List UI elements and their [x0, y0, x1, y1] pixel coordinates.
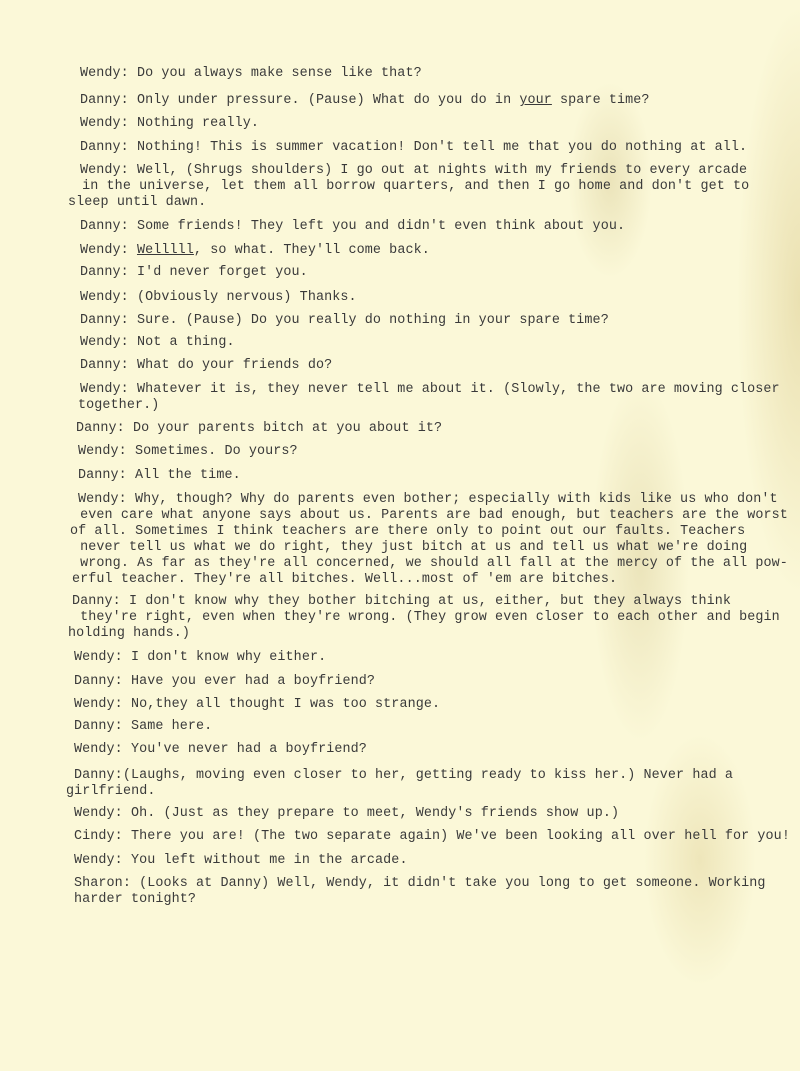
script-line-continuation: erful teacher. They're all bitches. Well...most of 'em are bitches. — [72, 572, 618, 587]
dialogue-text: Well, (Shrugs shoulders) I go out at nights with my friends to every arcade — [128, 163, 748, 178]
dialogue-text: Do your parents bitch at you about it? — [124, 421, 443, 436]
dialogue-text: Nothing really. — [128, 116, 259, 131]
speaker-name: Danny: — [80, 93, 129, 108]
dialogue-text — [129, 243, 137, 258]
script-line — [78, 468, 800, 484]
underlined-word: Welllll — [136, 243, 194, 258]
script-line — [80, 219, 800, 235]
script-line-continuation: never tell us what we do right, they just bitch at us and tell us what we're doing — [72, 540, 748, 555]
script-line — [80, 163, 800, 179]
speaker-name: Wendy: — [74, 697, 123, 712]
speaker-name: Danny: — [72, 594, 121, 609]
dialogue-text: All the time. — [126, 468, 241, 483]
script-line — [80, 290, 800, 306]
script-line-continuation: together.) — [78, 398, 160, 413]
script-line-continuation: sleep until dawn. — [68, 195, 207, 210]
script-line — [74, 768, 800, 784]
script-line — [80, 243, 800, 259]
speaker-name: Cindy: — [74, 829, 123, 844]
speaker-name: Danny: — [80, 265, 129, 280]
script-line — [72, 594, 800, 610]
script-line — [80, 313, 800, 329]
script-line — [74, 650, 800, 666]
script-line-continuation: of all. Sometimes I think teachers are there only to point out our faults. Teachers — [70, 524, 746, 539]
dialogue-text: Not a thing. — [128, 335, 235, 350]
script-line — [74, 742, 800, 758]
dialogue-text: (Laughs, moving even closer to her, getting ready to kiss her.) Never had a — [122, 768, 734, 783]
script-line — [74, 829, 800, 845]
script-line — [80, 265, 800, 281]
script-line-continuation: girlfriend. — [66, 784, 156, 799]
speaker-name: Danny: — [80, 358, 129, 373]
dialogue-text: You left without me in the arcade. — [122, 853, 408, 868]
script-line-continuation: wrong. As far as they're all concerned, we should all fall at the mercy of the all pow- — [72, 556, 788, 571]
speaker-name: Wendy: — [80, 335, 129, 350]
speaker-name: Sharon: — [74, 876, 131, 891]
speaker-name: Danny: — [80, 313, 129, 328]
script-line-continuation: harder tonight? — [74, 892, 197, 907]
script-line — [80, 358, 800, 374]
dialogue-text: I don't know why they bother bitching at us, either, but they always think — [120, 594, 732, 609]
dialogue-text: Some friends! They left you and didn't even think about you. — [128, 219, 626, 234]
speaker-name: Wendy: — [80, 116, 129, 131]
speaker-name: Wendy: — [74, 806, 123, 821]
dialogue-text: (Obviously nervous) Thanks. — [128, 290, 357, 305]
speaker-name: Danny: — [80, 140, 129, 155]
speaker-name: Wendy: — [78, 444, 127, 459]
speaker-name: Danny: — [80, 219, 129, 234]
speaker-name: Wendy: — [80, 243, 129, 258]
script-line — [80, 382, 800, 398]
speaker-name: Wendy: — [80, 290, 129, 305]
speaker-name: Wendy: — [78, 492, 127, 507]
dialogue-text: , so what. They'll come back. — [193, 243, 430, 258]
dialogue-text: Do you always make sense like that? — [128, 66, 422, 81]
dialogue-text: I'd never forget you. — [128, 265, 308, 280]
dialogue-text: You've never had a boyfriend? — [122, 742, 367, 757]
speaker-name: Danny: — [78, 468, 127, 483]
script-line — [74, 674, 800, 690]
script-line — [74, 876, 800, 892]
dialogue-text: Why, though? Why do parents even bother; especially with kids like us who don't — [126, 492, 778, 507]
dialogue-text: Sometimes. Do yours? — [126, 444, 298, 459]
dialogue-text: spare time? — [551, 93, 650, 108]
script-line-continuation: in the universe, let them all borrow quarters, and then I go home and don't get to — [74, 179, 750, 194]
script-line — [74, 697, 800, 713]
dialogue-text: (Looks at Danny) Well, Wendy, it didn't take you long to get someone. Working — [130, 876, 766, 891]
dialogue-text: Have you ever had a boyfriend? — [122, 674, 376, 689]
script-line-continuation: holding hands.) — [68, 626, 191, 641]
speaker-name: Wendy: — [74, 650, 123, 665]
dialogue-text: Nothing! This is summer vacation! Don't tell me that you do nothing at all. — [128, 140, 748, 155]
script-line — [80, 335, 800, 351]
speaker-name: Wendy: — [74, 853, 123, 868]
dialogue-text: I don't know why either. — [122, 650, 327, 665]
script-line — [74, 853, 800, 869]
speaker-name: Wendy: — [80, 382, 129, 397]
dialogue-text: What do your friends do? — [128, 358, 333, 373]
dialogue-text: Same here. — [122, 719, 213, 734]
script-line-continuation: they're right, even when they're wrong. (They grow even closer to each other and begin — [72, 610, 780, 625]
speaker-name: Danny: — [74, 719, 123, 734]
underlined-word: your — [519, 93, 552, 108]
script-line-continuation: even care what anyone says about us. Parents are bad enough, but teachers are the worst — [72, 508, 788, 523]
speaker-name: Wendy: — [80, 66, 129, 81]
dialogue-text: Whatever it is, they never tell me about it. (Slowly, the two are moving closer — [128, 382, 780, 397]
script-line — [80, 93, 800, 109]
script-line — [80, 116, 800, 132]
script-line — [74, 719, 800, 735]
dialogue-text: Oh. (Just as they prepare to meet, Wendy's friends show up.) — [122, 806, 620, 821]
script-line — [78, 444, 800, 460]
script-line — [78, 492, 800, 508]
dialogue-text: No,they all thought I was too strange. — [122, 697, 441, 712]
script-line — [80, 140, 800, 156]
speaker-name: Wendy: — [80, 163, 129, 178]
speaker-name: Danny: — [74, 674, 123, 689]
speaker-name: Danny: — [76, 421, 125, 436]
script-line — [74, 806, 800, 822]
speaker-name: Wendy: — [74, 742, 123, 757]
script-line — [76, 421, 800, 437]
dialogue-text: Sure. (Pause) Do you really do nothing in your spare time? — [128, 313, 609, 328]
script-line — [80, 66, 800, 82]
dialogue-text: Only under pressure. (Pause) What do you do in — [128, 93, 520, 108]
dialogue-text: There you are! (The two separate again) We've been looking all over hell for you! — [122, 829, 790, 844]
speaker-name: Danny: — [74, 768, 123, 783]
